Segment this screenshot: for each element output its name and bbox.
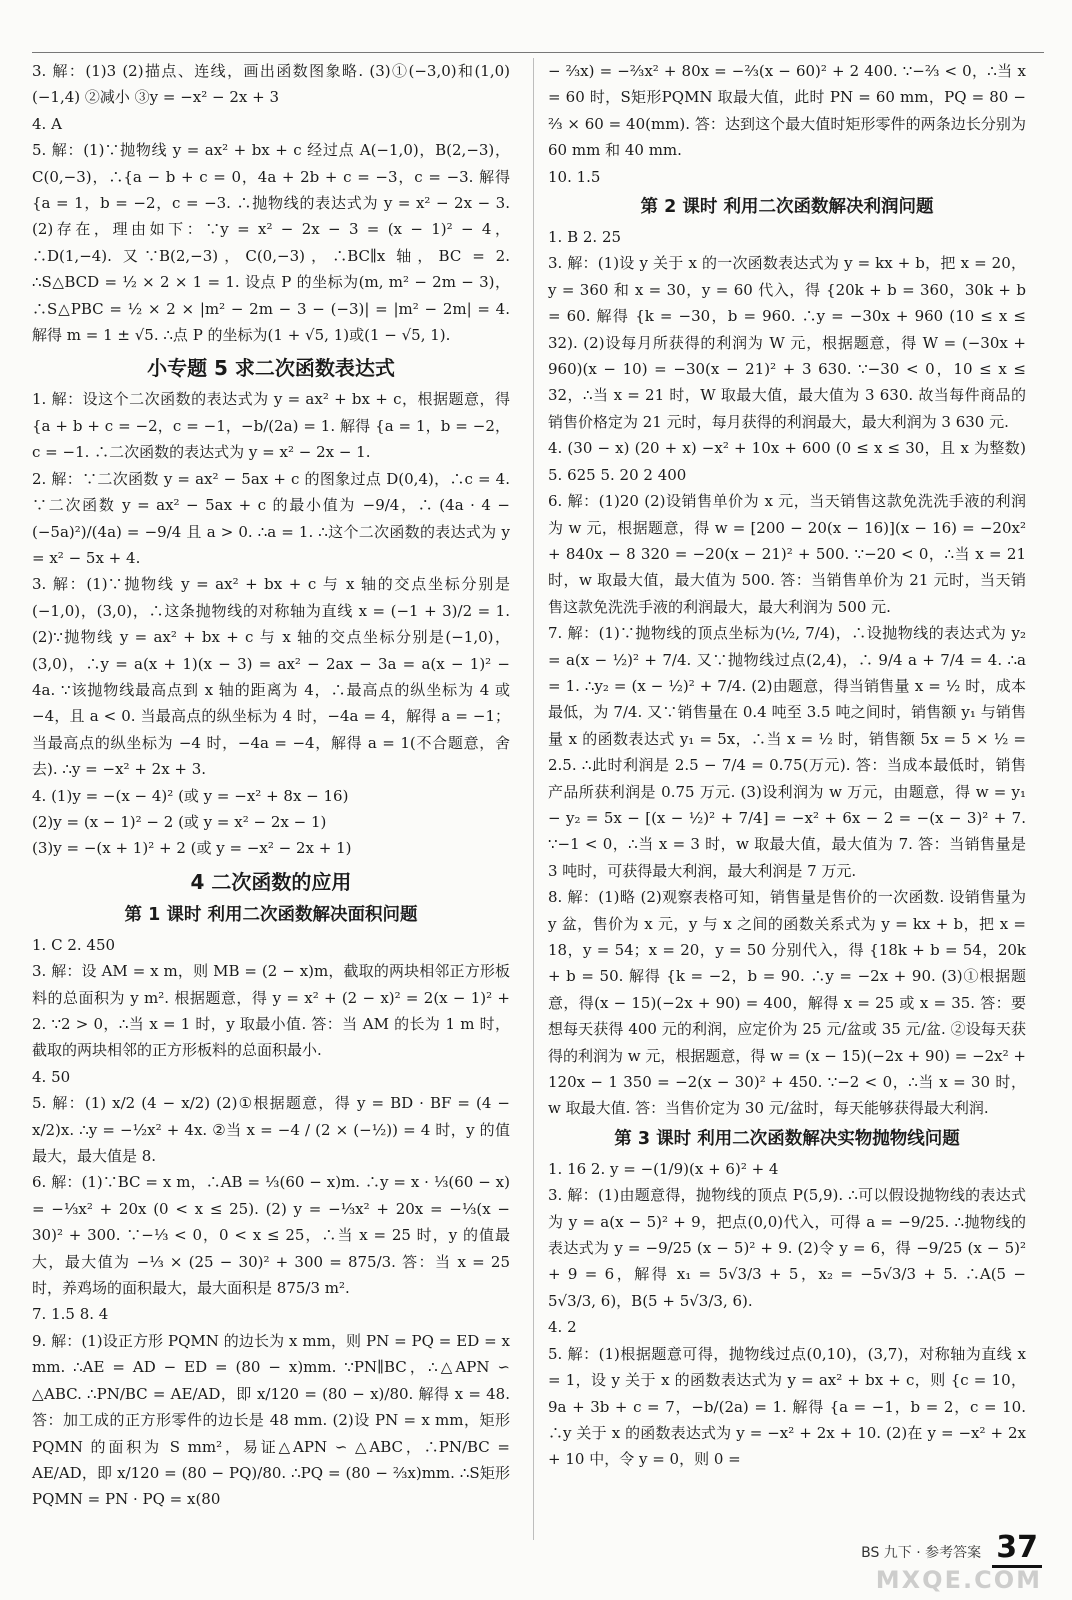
answer-item: 5. 解：(1)根据题意可得，抛物线过点(0,10)，(3,7)，对称轴为直线 x = 1，设 y 关于 x 的函数表达式为 y = ax² + bx + c，则 {c = 10，9a + 3b + c = 7，−b/(2a) = 1. 解得 {a = −1，b = 2，c = 10. ∴y 关于 x 的函数表达式为 y = −x² + 2x + 10. (2)在 y = −x² + 2x + 10 中，令 y = 0，则 0 = — [548, 1344, 1026, 1469]
answer-item: 9. 解：(1)设正方形 PQMN 的边长为 x mm，则 PN = PQ = ED = x mm. ∴AE = AD − ED = (80 − x)mm. ∵PN∥BC，∴△APN ∽ △ABC. ∴PN/BC = AE/AD，即 x/120 = (80 − x)/80. 解得 x = 48. 答：加工成的正方形零件的边长是 48 mm. (2)设 PN = x mm，矩形 PQMN 的面积为 S mm²，易证△APN ∽ △ABC，∴PN/BC = AE/AD，即 x/120 = (80 − PQ)/80. ∴PQ = (80 − ⅔x)mm. ∴S矩形PQMN = PN · PQ = x(80 — [32, 1331, 510, 1509]
lesson-subtitle: 第 2 课时 利用二次函数解决利润问题 — [640, 197, 934, 218]
answer-item: 3. 解：(1)3 (2)描点、连线，画出函数图象略. (3)①(−3,0)和(1,0) (−1,4) ②减小 ③y = −x² − 2x + 3 — [32, 62, 510, 107]
answer-item: 3. 解：(1)由题意得，抛物线的顶点 P(5,9). ∴可以假设抛物线的表达式为 y = a(x − 5)² + 9，把点(0,0)代入，可得 a = −9/25. ∴抛物线的表达式为 y = −9/25 (x − 5)² + 9. (2)令 y = 6，得 −9/25 (x − 5)² + 9 = 6，解得 x₁ = 5√3/3 + 5，x₂ = −5√3/3 + 5. ∴A(5 − 5√3/3, 6)，B(5 + 5√3/3, 6). — [548, 1186, 1026, 1310]
answer-item: 2. 解：∵二次函数 y = ax² − 5ax + c 的图象过点 D(0,4)，∴c = 4. ∵二次函数 y = ax² − 5ax + c 的最小值为 −9/4，∴ (4a · 4 − (−5a)²)/(4a) = −9/4 且 a > 0. ∴a = 1. ∴这个二次函数的表达式为 y = x² − 5x + 4. — [32, 469, 510, 567]
answer-item: 10. 1.5 — [548, 167, 601, 186]
answer-item: 7. 解：(1)∵抛物线的顶点坐标为(½, 7/4)，∴设抛物线的表达式为 y₂ = a(x − ½)² + 7/4. 又∵抛物线过点(2,4)，∴ 9/4 a + 7/4 = 4. ∴a = 1. ∴y₂ = (x − ½)² + 7/4. (2)由题意，得当销售量 x = ½ 时，成本最低，为 7/4. 又∵销售量在 0.4 吨至 3.5 吨之间时，销售额 y₁ 与销售量 x 的函数表达式 y₁ = 5x，∴当 x = ½ 时，销售额 5x = 5 × ½ = 2.5. ∴此时利润是 2.5 − 7/4 = 0.75(万元). 答：当成本最低时，销售产品所获利润是 0.75 万元. (3)设利润为 w 万元，由题意，得 w = y₁ − y₂ = 5x − [(x − ½)² + 7/4] = −x² + 6x − 2 = −(x − 3)² + 7. ∵−1 < 0，∴当 x = 3 时，w 取最大值，最大值为 7. 答：当销售量是 3 吨时，可获得最大利润，最大利润是 7 万元. — [548, 624, 1026, 880]
answer-item: 6. 解：(1)∵BC = x m，∴AB = ⅓(60 − x)m. ∴y = x · ⅓(60 − x) = −⅓x² + 20x (0 < x ≤ 25). (2) y = −⅓x² + 20x = −⅓(x − 30)² + 300. ∵−⅓ < 0，0 < x ≤ 25，∴当 x = 25 时，y 的值最大，最大值为 −⅓ × (25 − 30)² + 300 = 875/3. 答：当 x = 25 时，养鸡场的面积最大，最大面积是 875/3 m². — [32, 1173, 510, 1298]
answer-item: 4. 50 — [32, 1067, 71, 1086]
answer-item: − ⅔x) = −⅔x² + 80x = −⅔(x − 60)² + 2 400. ∵−⅔ < 0，∴当 x = 60 时，S矩形PQMN 取最大值，此时 PN = 60 mm，PQ = 80 − ⅔ × 60 = 40(mm). 答：达到这个最大值时矩形零件的两条边长分别为 60 mm 和 40 mm. — [548, 62, 1026, 160]
footer-grade-label: BS 九下 · 参考答案 — [861, 1545, 982, 1561]
answer-item: 3. 解：(1)∵抛物线 y = ax² + bx + c 与 x 轴的交点坐标分别是(−1,0)，(3,0)，∴这条抛物线的对称轴为直线 x = (−1 + 3)/2 = 1. (2)∵抛物线 y = ax² + bx + c 与 x 轴的交点坐标分别是(−1,0)，(3,0)，∴y = a(x + 1)(x − 3) = ax² − 2ax − 3a = a(x − 1)² − 4a. ∵该抛物线最高点到 x 轴的距离为 4，∴最高点的纵坐标为 4 或 −4，且 a < 0. 当最高点的纵坐标为 4 时，−4a = 4，解得 a = −1；当最高点的纵坐标为 −4 时，−4a = −4，解得 a = 1(不合题意，舍去). ∴y = −x² + 2x + 3. — [32, 575, 510, 779]
answer-item: 4. (30 − x) (20 + x) −x² + 10x + 600 (0 ≤ x ≤ 30，且 x 为整数) 5. 625 5. 20 2 400 — [548, 439, 1026, 484]
header-rule — [32, 52, 1044, 53]
answer-item: 1. 解：设这个二次函数的表达式为 y = ax² + bx + c，根据题意，得 {a + b + c = −2，c = −1，−b/(2a) = 1. 解得 {a = 1，b = −2，c = −1. ∴二次函数的表达式为 y = x² − 2x − 1. — [32, 390, 510, 462]
answer-item: 4. (1)y = −(x − 4)² (或 y = −x² + 8x − 16) — [32, 786, 349, 805]
answer-item: 3. 解：(1)设 y 关于 x 的一次函数表达式为 y = kx + b，把 x = 20，y = 360 和 x = 30，y = 60 代入，得 {20k + b = 360，30k + b = 60. 解得 {k = −30，b = 960. ∴y = −30x + 960 (10 ≤ x ≤ 32). (2)设每月所获得的利润为 W 元，根据题意，得 W = (−30x + 960)(x − 10) = −30(x − 21)² + 3 630. ∵−30 < 0，10 ≤ x ≤ 32，∴当 x = 21 时，W 取最大值，最大值为 3 630. 故当每件商品的销售价格定为 21 元时，每月获得的利润最大，最大利润为 3 630 元. — [548, 254, 1026, 431]
answer-item: 7. 1.5 8. 4 — [32, 1305, 109, 1324]
watermark-text: MXQE.COM — [875, 1566, 1042, 1594]
answer-item: (2)y = (x − 1)² − 2 (或 y = x² − 2x − 1) — [32, 812, 327, 831]
lesson-subtitle: 第 1 课时 利用二次函数解决面积问题 — [124, 904, 418, 925]
column-divider — [533, 58, 534, 1540]
answer-item: 1. 16 2. y = −(1/9)(x + 6)² + 4 — [548, 1159, 779, 1178]
section-title: 4 二次函数的应用 — [190, 869, 352, 894]
section-title: 小专题 5 求二次函数表达式 — [147, 356, 395, 381]
answer-item: 1. B 2. 25 — [548, 228, 622, 247]
answer-item: 6. 解：(1)20 (2)设销售单价为 x 元，当天销售这款免洗洗手液的利润为 w 元，根据题意，得 w = [200 − 20(x − 16)](x − 16) = −20x² + 840x − 8 320 = −20(x − 21)² + 500. ∵−20 < 0，∴当 x = 21 时，w 取最大值，最大值为 500. 答：当销售单价为 21 元时，当天销售这款免洗洗手液的利润最大，最大利润为 500 元. — [548, 492, 1026, 616]
right-column — [548, 58, 1026, 1473]
answer-item: 8. 解：(1)略 (2)观察表格可知，销售量是售价的一次函数. 设销售量为 y 盆，售价为 x 元，y 与 x 之间的函数关系式为 y = kx + b，把 x = 18，y = 54；x = 20，y = 50 分别代入，得 {18k + b = 54，20k + b = 50. 解得 {k = −2，b = 90. ∴y = −2x + 90. (3)①根据题意，得(x − 15)(−2x + 90) = 400，解得 x = 25 或 x = 35. 答：要想每天获得 400 元的利润，应定价为 25 元/盆或 35 元/盆. ②设每天获得的利润为 w 元，根据题意，得 w = (x − 15)(−2x + 90) = −2x² + 120x − 1 350 = −2(x − 30)² + 450. ∵−2 < 0，∴当 x = 30 时，w 取最大值. 答：当售价定为 30 元/盆时，每天能够获得最大利润. — [548, 888, 1026, 1118]
answer-item: 1. C 2. 450 — [32, 935, 116, 954]
answer-item: 4. A — [32, 114, 62, 133]
lesson-subtitle: 第 3 课时 利用二次函数解决实物抛物线问题 — [614, 1128, 960, 1149]
answer-item: 5. 解：(1) x/2 (4 − x/2) (2)①根据题意，得 y = BD · BF = (4 − x/2)x. ∴y = −½x² + 4x. ②当 x = −4 / (2 × (−½)) = 4 时，y 的值最大，最大值是 8. — [32, 1094, 510, 1166]
answer-item: 3. 解：设 AM = x m，则 MB = (2 − x)m，截取的两块相邻正方形板料的总面积为 y m². 根据题意，得 y = x² + (2 − x)² = 2(x − 1)² + 2. ∵2 > 0，∴当 x = 1 时，y 取最小值. 答：当 AM 的长为 1 m 时，截取的两块相邻的正方形板料的总面积最小. — [32, 962, 510, 1060]
page-footer — [861, 1530, 1042, 1565]
answer-item: 5. 解：(1)∵抛物线 y = ax² + bx + c 经过点 A(−1,0)，B(2,−3)，C(0,−3)，∴{a − b + c = 0，4a + 2b + c = −3，c = −3. 解得 {a = 1，b = −2，c = −3. ∴抛物线的表达式为 y = x² − 2x − 3. (2)存在，理由如下：∵y = x² − 2x − 3 = (x − 1)² − 4，∴D(1,−4). 又∵B(2,−3)，C(0,−3)，∴BC∥x 轴，BC = 2. ∴S△BCD = ½ × 2 × 1 = 1. 设点 P 的坐标为(m, m² − 2m − 3)，∴S△PBC = ½ × 2 × |m² − 2m − 3 − (−3)| = |m² − 2m| = 4. 解得 m = 1 ± √5. ∴点 P 的坐标为(1 + √5, 1)或(1 − √5, 1). — [32, 141, 510, 345]
page-number: 37 — [992, 1530, 1042, 1568]
answer-item: 4. 2 — [548, 1318, 577, 1337]
left-column — [32, 58, 510, 1513]
answer-item: (3)y = −(x + 1)² + 2 (或 y = −x² − 2x + 1) — [32, 839, 352, 858]
